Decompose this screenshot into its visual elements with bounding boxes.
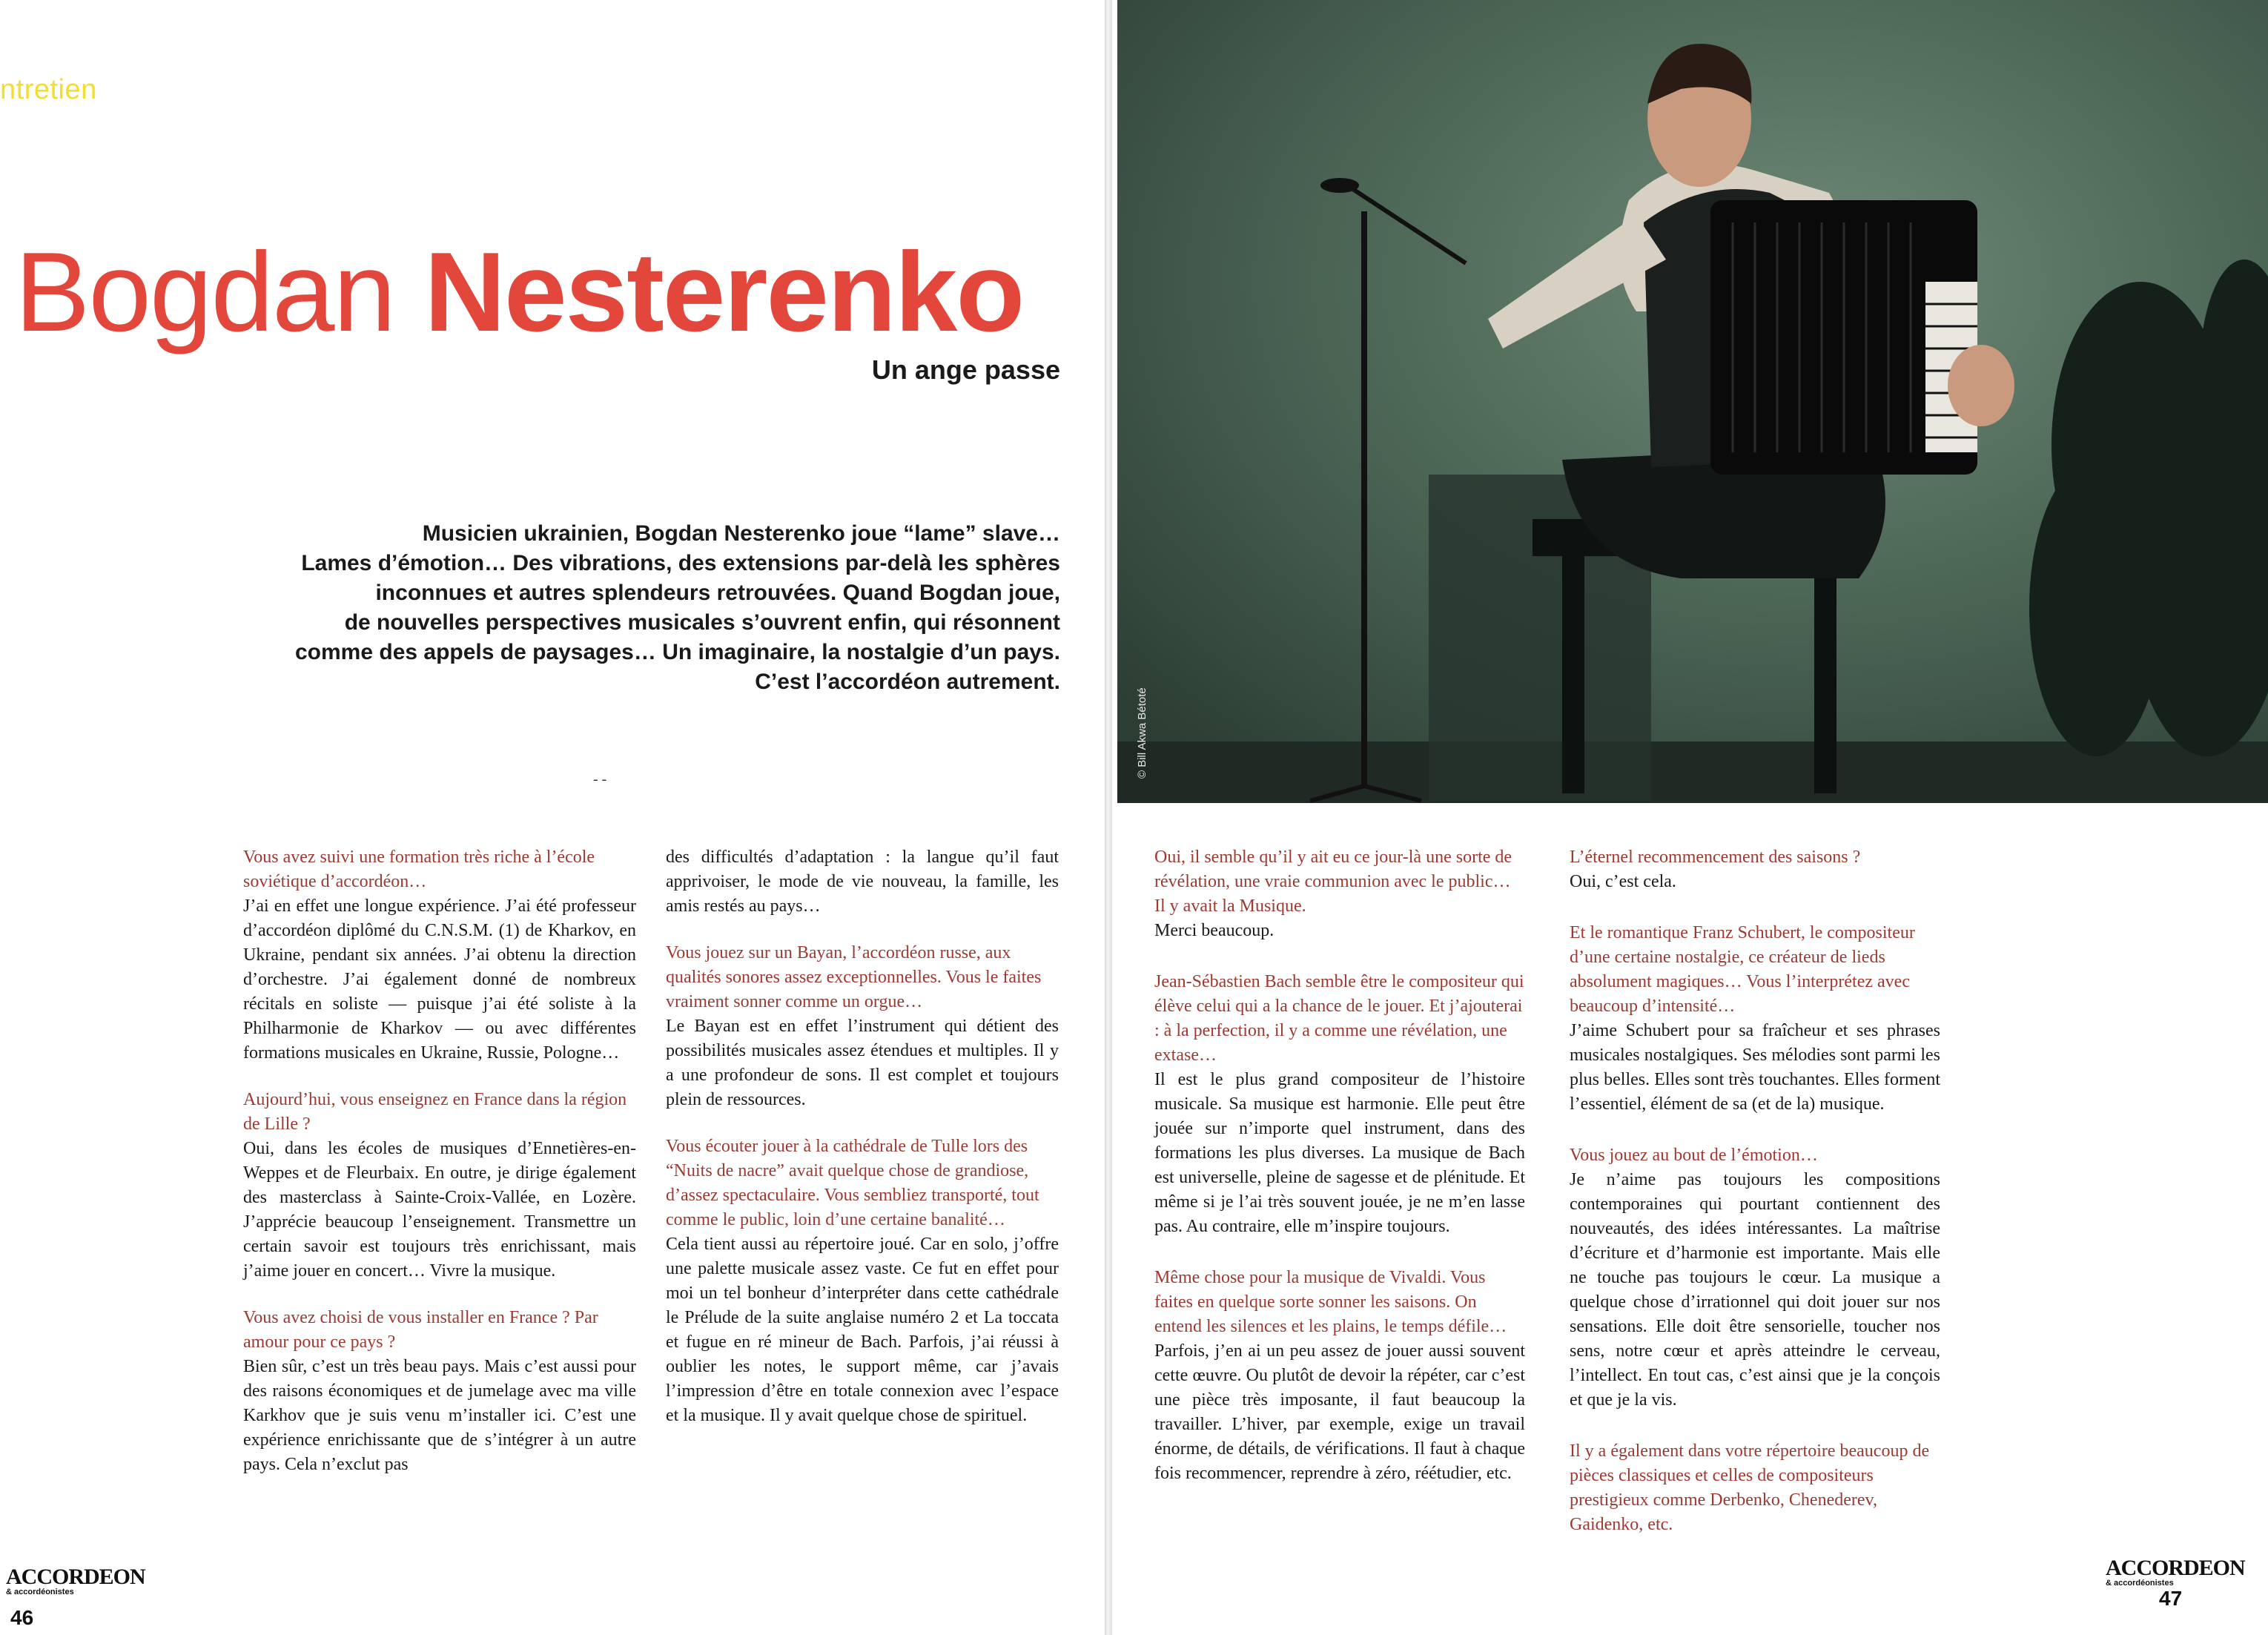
question: Même chose pour la musique de Vivaldi. Vous faites en quelque sorte sonner les saisons. On entend les silences et les plains, le temps défile… xyxy=(1154,1268,1507,1336)
magazine-logo xyxy=(2106,1557,2245,1588)
text-column-1 xyxy=(243,845,636,1499)
question: Aujourd’hui, vous enseignez en France dans la région de Lille ? xyxy=(243,1090,627,1134)
intro-line: C’est l’accordéon autrement. xyxy=(755,670,1060,694)
section-label: ntretien xyxy=(0,74,97,105)
separator-dash: - - xyxy=(593,771,607,787)
answer: Oui, dans les écoles de musiques d’Ennetières-en-Weppes et de Fleurbaix. En outre, je dirige également des masterclass à Sainte-Croix-Vallée, en Lozère. J’apprécie beaucoup l’enseignement. Transmettre un certain savoir est toujours très enrichissant, mais j’aime jouer en concert… Vivre la musique. xyxy=(243,1139,636,1281)
intro-line: Musicien ukrainien, Bogdan Nesterenko joue “lame” slave… xyxy=(422,521,1060,546)
question: Vous avez choisi de vous installer en France ? Par amour pour ce pays ? xyxy=(243,1308,598,1352)
question: Il y a également dans votre répertoire beaucoup de pièces classiques et celles de compositeurs prestigieux comme Derbenko, Chenederev, Gaidenko, etc. xyxy=(1570,1441,1930,1534)
text-column-3 xyxy=(1154,845,1525,1513)
logo-sub: & accordéonistes xyxy=(6,1588,74,1596)
photo-credit: © Bill Akwa Bétoté xyxy=(1136,687,1148,779)
answer: J’aime Schubert pour sa fraîcheur et ses phrases musicales nostalgiques. Ses mélodies sont parmi les plus belles. Elles sont très touchantes. Elles forment l’essentiel, élément de sa (et de la) musique. xyxy=(1570,1021,1940,1114)
answer: Je n’aime pas toujours les compositions contemporaines qui pourtant contiennent des nouveautés, des idées intéressantes. La maîtrise d’écriture et d’harmonie est importante. Mais elle ne touche pas toujours le cœur. La musique a quelque chose d’irrationnel qui doit jouer sur nos sensations. Elle doit être sensorielle, toucher nos sens, notre cœur et après atteindre le cerveau, l’intellect. En tout cas, c’est ainsi que je la conçois et que je la vis. xyxy=(1570,1170,1940,1410)
intro-line: de nouvelles perspectives musicales s’ouvrent enfin, qui résonnent xyxy=(344,610,1060,635)
title-first-name: Bogdan xyxy=(15,229,395,355)
answer: Merci beaucoup. xyxy=(1154,921,1274,940)
question: Oui, il semble qu’il y ait eu ce jour-là une sorte de révélation, une vraie communion avec le public… Il y avait la Musique. xyxy=(1154,848,1512,916)
question: Jean-Sébastien Bach semble être le compositeur qui élève celui qui a la chance de le jouer. Et j’ajouterai : à la perfection, il y a comme une révélation, une extase… xyxy=(1154,972,1524,1065)
article-subtitle: Un ange passe xyxy=(871,354,1060,385)
page-number-left: 46 xyxy=(10,1606,34,1629)
question: Vous jouez sur un Bayan, l’accordéon russe, aux qualités sonores assez exceptionnelles. Vous le faites vraiment sonner comme un orgue… xyxy=(666,943,1042,1011)
answer: Bien sûr, c’est un très beau pays. Mais c’est aussi pour des raisons économiques et de jumelage avec ma ville Karkhov que je suis venu m’installer ici. C’est une expérience enrichissante que de s’intégrer à un autre pays. Cela n’exclut pas xyxy=(243,1357,636,1474)
question: L’éternel recommencement des saisons ? xyxy=(1570,848,1861,867)
answer: Parfois, j’en ai un peu assez de jouer aussi souvent cette œuvre. Ou plutôt de devoir la répéter, car c’est une pièce très imposante, il faut beaucoup la travailler. L’hiver, par exemple, exige un travail énorme, de détails, de vérifications. Il faut à chaque fois recommencer, reprendre à zéro, réétudier, etc. xyxy=(1154,1341,1525,1483)
intro-line: comme des appels de paysages… Un imaginaire, la nostalgie d’un pays. xyxy=(294,640,1060,664)
logo-sub: & accordéonistes xyxy=(2106,1579,2174,1588)
title-last-name: Nesterenko xyxy=(424,229,1024,355)
intro-line: Lames d’émotion… Des vibrations, des extensions par-delà les sphères xyxy=(301,551,1060,575)
text-column-2 xyxy=(666,845,1059,1450)
question: Vous écouter jouer à la cathédrale de Tulle lors des “Nuits de nacre” avait quelque chose de grandiose, d’assez spectaculaire. Vous sembliez transporté, tout comme le public, loin d’une certaine banalité… xyxy=(666,1137,1039,1229)
question: Vous jouez au bout de l’émotion… xyxy=(1570,1146,1818,1165)
performer-photo xyxy=(1117,0,2268,803)
magazine-logo xyxy=(6,1566,145,1596)
answer: des difficultés d’adaptation : la langue qu’il faut apprivoiser, le mode de vie nouveau, la famille, les amis restés au pays… xyxy=(666,848,1059,916)
answer: Cela tient aussi au répertoire joué. Car en solo, j’offre une palette musicale assez vaste. Ce fut en effet pour moi un tel bonheur d’interpréter dans cette cathédrale le Prélude de la suite anglaise numéro 2 et La toccata et fugue en ré mineur de Bach. Parfois, j’ai réussi à oublier les notes, le support même, car j’avais l’impression d’être en totale connexion avec l’espace et la musique. Il y avait quelque chose de spirituel. xyxy=(666,1235,1059,1425)
logo-main: ACCORDEON xyxy=(2106,1556,2245,1580)
logo-main: ACCORDEON xyxy=(6,1565,145,1589)
answer: Le Bayan est en effet l’instrument qui détient des possibilités musicales assez étendues et multiples. Il y a une profondeur de sons. Il est complet et toujours plein de ressources. xyxy=(666,1017,1059,1109)
answer: J’ai en effet une longue expérience. J’ai été professeur d’accordéon diplômé du C.N.S.M. (1) de Kharkov, en Ukraine, pendant six années. J’ai obtenu la direction d’orchestre. J’ai également donné de nombreux récitals en soliste — puisque j’ai été soliste à la Philharmonie de Kharkov — ou avec différentes formations musicales en Ukraine, Russie, Pologne… xyxy=(243,896,636,1063)
photo-illustration xyxy=(1117,0,2268,803)
question: Et le romantique Franz Schubert, le compositeur d’une certaine nostalgie, ce créateur de lieds absolument magiques… Vous l’interprétez avec beaucoup d’intensité… xyxy=(1570,923,1915,1016)
question: Vous avez suivi une formation très riche à l’école soviétique d’accordéon… xyxy=(243,848,595,891)
answer: Oui, c’est cela. xyxy=(1570,872,1676,891)
intro-line: inconnues et autres splendeurs retrouvées. Quand Bogdan joue, xyxy=(375,581,1060,605)
article-title xyxy=(15,229,1024,355)
answer: Il est le plus grand compositeur de l’histoire musicale. Sa musique est harmonie. Elle peut être jouée sur n’importe quel instrument, dans des formations les plus diverses. La musique de Bach est universelle, pleine de sagesse et de plénitude. Et même si je l’ai très souvent jouée, je ne m’en lasse pas. Au contraire, elle m’inspire toujours. xyxy=(1154,1070,1525,1236)
left-page xyxy=(0,0,1105,1635)
article-intro xyxy=(245,519,1060,697)
page-number-right: 47 xyxy=(2159,1587,2183,1610)
text-column-4 xyxy=(1570,845,1940,1537)
page-gutter xyxy=(1105,0,1112,1635)
